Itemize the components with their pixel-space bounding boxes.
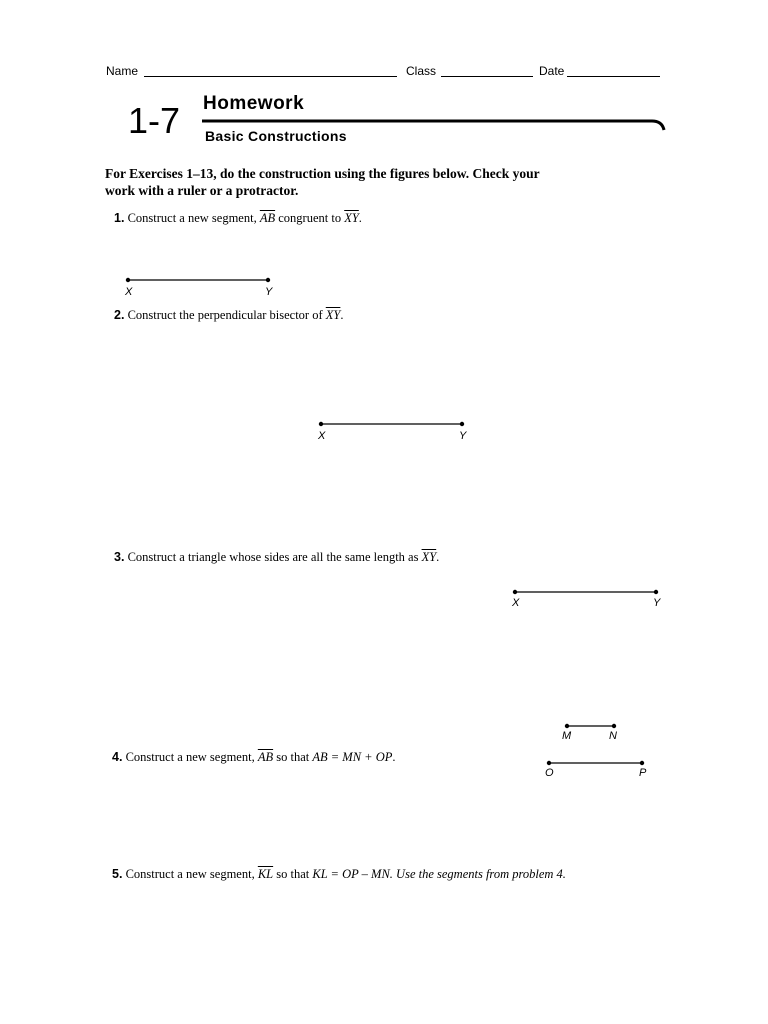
name-field[interactable] bbox=[144, 76, 397, 77]
segment-xy-figure bbox=[507, 586, 667, 598]
exercise-number: 5. bbox=[112, 867, 123, 881]
exercise-text: Construct a triangle whose sides are all the same length as bbox=[127, 550, 419, 564]
point-label-m: M bbox=[562, 730, 572, 742]
point-label-y: Y bbox=[459, 430, 467, 442]
point-m bbox=[565, 724, 569, 728]
exercise-1 bbox=[114, 211, 362, 226]
exercise-text: . bbox=[436, 550, 440, 564]
exercise-text: so that bbox=[276, 867, 310, 881]
point-label-x: X bbox=[125, 286, 133, 298]
point-label-y: Y bbox=[653, 597, 661, 609]
exercise-number: 1. bbox=[114, 211, 125, 225]
date-field[interactable] bbox=[567, 76, 660, 77]
segment-name: $\overline{XY}$ bbox=[325, 308, 341, 322]
point-x bbox=[319, 422, 323, 426]
exercise-number: 2. bbox=[114, 308, 125, 322]
exercise-text: . bbox=[340, 308, 344, 322]
date-label: Date bbox=[539, 64, 565, 78]
exercise-text: congruent to bbox=[278, 211, 342, 225]
exercise-number: 4. bbox=[112, 750, 123, 764]
point-label-y: Y bbox=[265, 286, 273, 298]
point-y bbox=[654, 590, 658, 594]
segment-name: $\overline{XY}$ bbox=[421, 550, 437, 564]
equation: KL = OP – MN. bbox=[312, 867, 393, 881]
segment-op-figure bbox=[543, 757, 653, 769]
exercise-2 bbox=[114, 308, 343, 323]
class-label: Class bbox=[406, 64, 437, 78]
point-o bbox=[547, 761, 551, 765]
segment-name: $\overline{AB}$ bbox=[257, 750, 274, 764]
exercise-3 bbox=[114, 550, 439, 565]
segment-name: $\overline{XY}$ bbox=[344, 211, 359, 225]
exercise-note: Use the segments from problem 4. bbox=[396, 867, 566, 881]
page-title: Homework bbox=[203, 93, 305, 114]
point-p bbox=[640, 761, 644, 765]
equation: AB = MN + OP bbox=[312, 750, 393, 764]
instructions bbox=[105, 165, 540, 199]
segment-xy-figure bbox=[120, 274, 280, 286]
point-label-n: N bbox=[609, 730, 617, 742]
class-field[interactable] bbox=[441, 76, 533, 77]
point-y bbox=[266, 278, 270, 282]
segment-name: $\overline{AB}$ bbox=[259, 211, 276, 225]
page-subtitle: Basic Constructions bbox=[205, 128, 347, 144]
exercise-text: Construct a new segment, bbox=[127, 211, 257, 225]
point-y bbox=[460, 422, 464, 426]
point-label-x: X bbox=[512, 597, 520, 609]
exercise-text: . bbox=[392, 750, 396, 764]
exercise-text: Construct a new segment, bbox=[125, 750, 255, 764]
lesson-number: 1-7 bbox=[128, 100, 181, 141]
point-label-o: O bbox=[545, 767, 554, 779]
point-x bbox=[513, 590, 517, 594]
exercise-4 bbox=[112, 750, 396, 765]
instructions-line-1: For Exercises 1–13, do the construction using the figures below. Check your bbox=[105, 166, 540, 181]
exercise-text: so that bbox=[276, 750, 310, 764]
point-label-p: P bbox=[639, 767, 647, 779]
exercise-number: 3. bbox=[114, 550, 125, 564]
instructions-line-2: work with a ruler or a protractor. bbox=[105, 183, 299, 198]
point-label-x: X bbox=[318, 430, 326, 442]
point-x bbox=[126, 278, 130, 282]
name-label: Name bbox=[106, 64, 139, 78]
segment-name: $\overline{KL}$ bbox=[257, 867, 274, 881]
segment-xy-figure bbox=[313, 418, 473, 430]
point-n bbox=[612, 724, 616, 728]
exercise-text: Construct the perpendicular bisector of bbox=[127, 308, 323, 322]
exercise-5 bbox=[112, 867, 566, 882]
exercise-text: Construct a new segment, bbox=[125, 867, 255, 881]
exercise-text: . bbox=[358, 211, 362, 225]
